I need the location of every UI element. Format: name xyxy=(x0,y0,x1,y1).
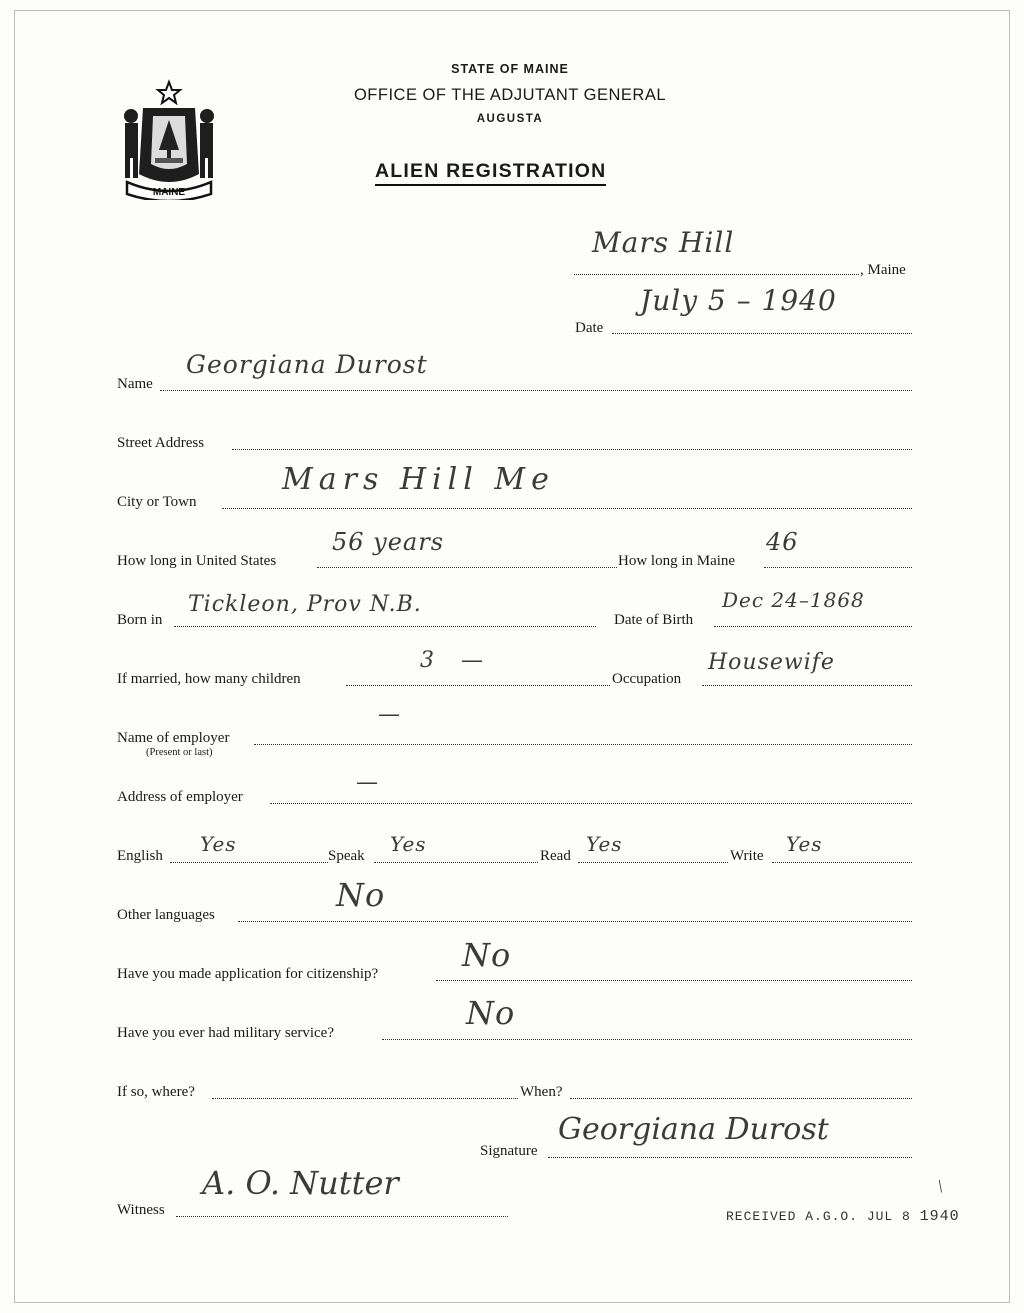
witness-line xyxy=(176,1216,508,1217)
header-state: STATE OF MAINE xyxy=(451,62,569,76)
english-label: English xyxy=(117,848,163,864)
header-office: OFFICE OF THE ADJUTANT GENERAL xyxy=(353,86,667,104)
employer-address-line xyxy=(270,803,912,804)
witness-value: A. O. Nutter xyxy=(202,1164,399,1202)
speak-value: Yes xyxy=(390,832,427,856)
speak-label: Speak xyxy=(328,848,365,864)
english-value: Yes xyxy=(200,832,237,856)
occupation-line xyxy=(702,685,912,686)
street-line xyxy=(232,449,912,450)
other-languages-value: No xyxy=(336,876,386,914)
read-label: Read xyxy=(540,848,571,864)
read-value: Yes xyxy=(586,832,623,856)
employer-line xyxy=(254,744,912,745)
how-long-us-line xyxy=(317,567,617,568)
form-title: ALIEN REGISTRATION xyxy=(375,160,606,186)
signature-label: Signature xyxy=(480,1143,538,1159)
svg-text:MAINE: MAINE xyxy=(152,187,186,198)
street-label: Street Address xyxy=(117,435,205,451)
dob-label: Date of Birth xyxy=(614,612,694,628)
received-stamp-year: 1940 xyxy=(919,1208,960,1225)
dob-line xyxy=(714,626,912,627)
employer-address-label: Address of employer xyxy=(117,789,243,805)
other-languages-label: Other languages xyxy=(117,907,215,923)
when-label: When? xyxy=(520,1084,563,1100)
employer-sublabel: (Present or last) xyxy=(146,747,213,758)
military-value: No xyxy=(466,994,516,1032)
place-suffix: , Maine xyxy=(860,262,906,278)
employer-label: Name of employer xyxy=(117,730,230,746)
date-value: July 5 – 1940 xyxy=(640,284,837,317)
how-long-maine-value: 46 xyxy=(766,528,799,556)
citizenship-value: No xyxy=(462,936,512,974)
speak-line xyxy=(374,862,538,863)
occupation-value: Housewife xyxy=(708,650,835,675)
date-line xyxy=(612,333,912,334)
write-label: Write xyxy=(730,848,764,864)
write-value: Yes xyxy=(786,832,823,856)
city-line xyxy=(222,508,912,509)
maine-state-seal xyxy=(113,78,225,200)
received-stamp xyxy=(726,1208,960,1225)
occupation-label: Occupation xyxy=(612,671,682,687)
where-label: If so, where? xyxy=(117,1084,195,1100)
place-value: Mars Hill xyxy=(592,226,735,259)
when-line xyxy=(570,1098,912,1099)
witness-label: Witness xyxy=(117,1202,165,1218)
born-in-value: Tickleon, Prov N.B. xyxy=(188,592,422,617)
military-label: Have you ever had military service? xyxy=(117,1025,334,1041)
pen-stroke-mark: / xyxy=(933,1176,948,1196)
received-stamp-text: RECEIVED A.G.O. JUL 8 xyxy=(726,1209,911,1224)
how-long-us-value: 56 years xyxy=(332,528,445,556)
other-languages-line xyxy=(238,921,912,922)
header-city: AUGUSTA xyxy=(476,113,544,125)
date-label: Date xyxy=(575,320,604,336)
how-long-us-label: How long in United States xyxy=(117,553,277,569)
children-value: 3 — xyxy=(420,648,493,673)
children-label: If married, how many children xyxy=(117,671,301,687)
name-line xyxy=(160,390,912,391)
citizenship-label: Have you made application for citizenship? xyxy=(117,966,379,982)
how-long-maine-label: How long in Maine xyxy=(618,553,736,569)
born-in-line xyxy=(174,626,596,627)
employer-value: — xyxy=(378,702,401,727)
born-in-label: Born in xyxy=(117,612,163,628)
city-value: Mars Hill Me xyxy=(282,462,555,497)
name-label: Name xyxy=(117,376,153,392)
english-line xyxy=(170,862,328,863)
read-line xyxy=(578,862,728,863)
signature-line xyxy=(548,1157,912,1158)
signature-value: Georgiana Durost xyxy=(558,1112,829,1147)
citizenship-line xyxy=(436,980,912,981)
where-line xyxy=(212,1098,518,1099)
children-line xyxy=(346,685,610,686)
write-line xyxy=(772,862,912,863)
employer-address-value: — xyxy=(356,770,379,795)
city-label: City or Town xyxy=(117,494,197,510)
dob-value: Dec 24–1868 xyxy=(722,588,865,612)
document-border xyxy=(14,10,1010,1303)
name-value: Georgiana Durost xyxy=(186,350,428,379)
how-long-maine-line xyxy=(764,567,912,568)
place-line xyxy=(574,274,859,275)
military-line xyxy=(382,1039,912,1040)
